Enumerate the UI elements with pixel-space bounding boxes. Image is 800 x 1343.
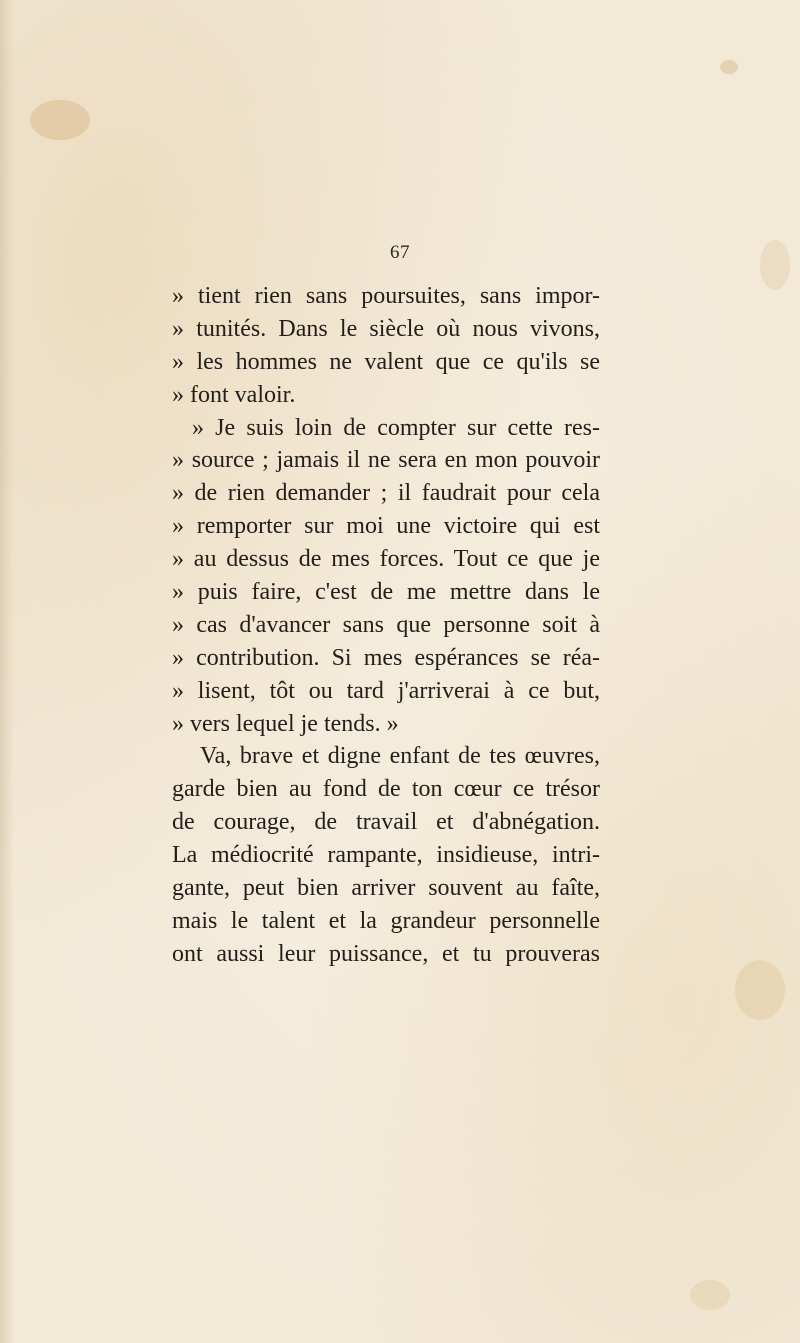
text-line: » lisent, tôt ou tard j'arriverai à ce but, — [172, 677, 600, 704]
text-line: garde bien au fond de ton cœur ce trésor — [172, 776, 600, 803]
text-line: de courage, de travail et d'abnégation. — [172, 809, 600, 836]
text-line: » de rien demander ; il faudrait pour cela — [172, 480, 600, 507]
text-line: » au dessus de mes forces. Tout ce que je — [172, 546, 600, 573]
text-line: » tient rien sans poursuites, sans impor- — [172, 283, 600, 309]
text-line: » puis faire, c'est de me mettre dans le — [172, 579, 600, 606]
page-edge-shadow — [0, 0, 14, 1343]
page-number: 67 — [390, 242, 410, 263]
text-line: La médiocrité rampante, insidieuse, intri- — [172, 842, 600, 869]
paper-stain — [30, 100, 90, 140]
text-line: mais le talent et la grandeur personnelle — [172, 907, 600, 934]
text-line: » Je suis loin de compter sur cette res- — [192, 414, 600, 441]
text-line: » contribution. Si mes espérances se réa- — [172, 644, 600, 671]
body-text — [172, 280, 600, 971]
text-line: » font valoir. — [172, 381, 296, 408]
paper-stain — [690, 1280, 730, 1310]
text-line: Va, brave et digne enfant de tes œuvres, — [200, 743, 600, 770]
text-line: » tunités. Dans le siècle où nous vivons, — [172, 315, 600, 342]
text-line: » cas d'avancer sans que personne soit à — [172, 611, 600, 638]
text-line: ont aussi leur puissance, et tu prouveras — [172, 940, 600, 967]
text-line: » source ; jamais il ne sera en mon pouvoir — [172, 447, 600, 474]
text-line: gante, peut bien arriver souvent au faîte, — [172, 875, 600, 902]
text-line: » les hommes ne valent que ce qu'ils se — [172, 348, 600, 375]
text-line: » vers lequel je tends. » — [172, 710, 399, 737]
paper-stain — [720, 60, 738, 74]
text-line: » remporter sur moi une victoire qui est — [172, 513, 600, 540]
paper-stain — [735, 960, 785, 1020]
